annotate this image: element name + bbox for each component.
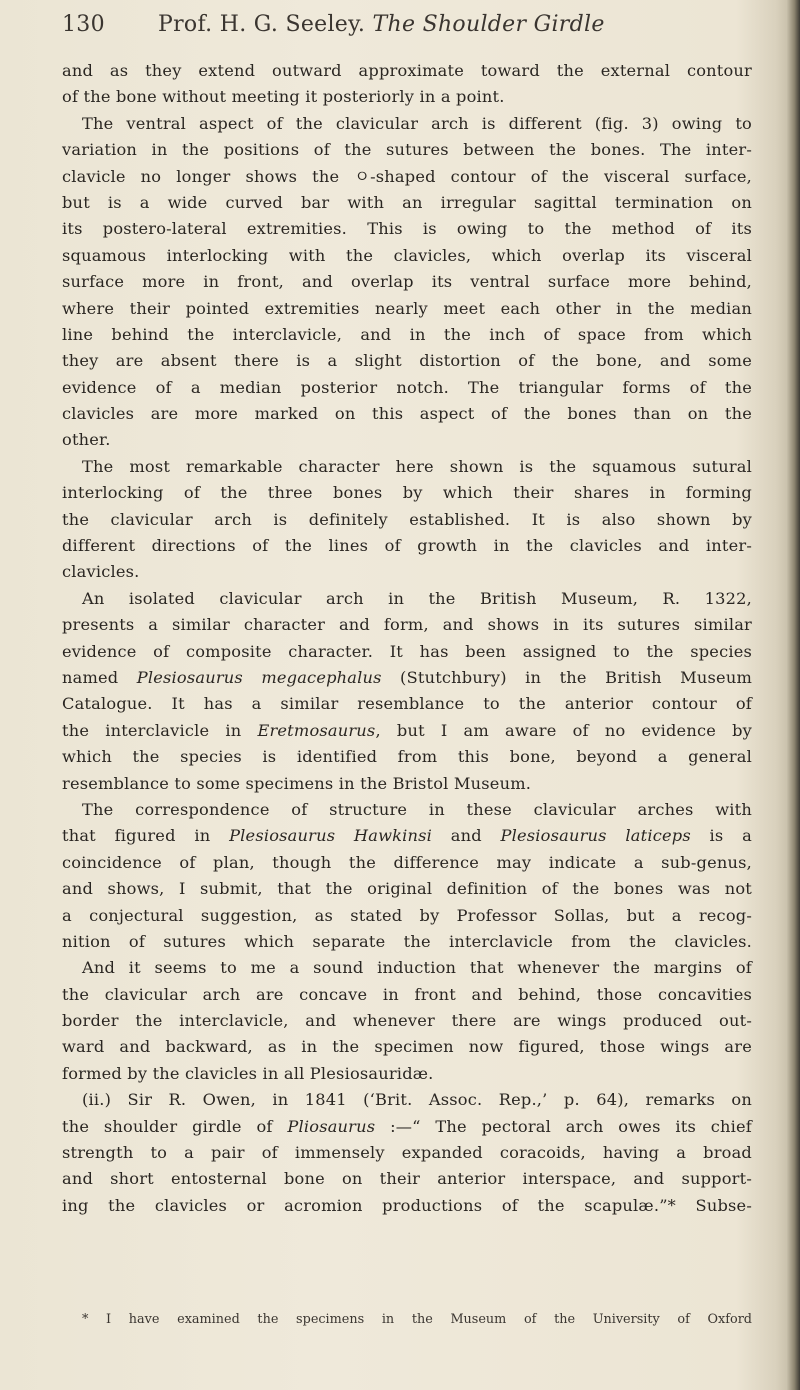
text-line: (ii.) Sir R. Owen, in 1841 (‘Brit. Assoc. Rep.,’ p. 64), remarks on	[82, 1090, 752, 1110]
text-line: and shows, I submit, that the original definition of the bones was not	[62, 879, 752, 899]
text-line: but is a wide curved bar with an irregular sagittal termination on	[62, 192, 752, 212]
text-line: Catalogue. It has a similar resemblance to the anterior contour of	[62, 694, 752, 714]
text-line: strength to a pair of immensely expanded coracoids, having a broad	[62, 1143, 752, 1163]
text-line: the clavicular arch is definitely established. It is also shown by	[62, 509, 752, 529]
text-line: ward and backward, as in the specimen now figured, those wings are	[62, 1037, 752, 1057]
text-line: resemblance to some specimens in the Bristol Museum.	[62, 773, 532, 793]
text-line: surface more in front, and overlap its ventral surface more behind,	[62, 272, 752, 292]
text-line: variation in the positions of the sutures between the bones. The inter-	[62, 140, 752, 160]
text-line: different directions of the lines of growth in the clavicles and inter-	[62, 536, 752, 556]
text-line: The correspondence of structure in these clavicular arches with	[82, 799, 752, 819]
text-line: that figured in Plesiosaurus Hawkinsi and Plesiosaurus laticeps is a	[62, 826, 752, 846]
text-line: line behind the interclavicle, and in the inch of space from which	[62, 324, 752, 344]
footnote: * I have examined the specimens in the Museum of the University of Oxford	[82, 1312, 752, 1327]
text-line: clavicles are more marked on this aspect of the bones than on the	[62, 404, 752, 424]
text-line: An isolated clavicular arch in the British Museum, R. 1322,	[82, 588, 752, 608]
text-line: other.	[62, 430, 111, 450]
text-line: and short entosternal bone on their anterior interspace, and support-	[62, 1169, 752, 1189]
running-title	[158, 12, 605, 37]
text-line: a conjectural suggestion, as stated by Professor Sollas, but a recog-	[62, 905, 752, 925]
text-line: clavicle no longer shows the ㅇ-shaped contour of the visceral surface,	[62, 166, 752, 186]
text-line: And it seems to me a sound induction that whenever the margins of	[82, 958, 752, 978]
text-line: interlocking of the three bones by which their shares in forming	[62, 483, 752, 503]
text-line: The ventral aspect of the clavicular arch is different (fig. 3) owing to	[82, 113, 752, 133]
text-line: presents a similar character and form, and shows in its sutures similar	[62, 615, 752, 635]
text-line: evidence of composite character. It has been assigned to the species	[62, 641, 752, 661]
running-title-author: Prof. H. G. Seeley.	[158, 12, 373, 37]
text-line: coincidence of plan, though the difference may indicate a sub-genus,	[62, 852, 752, 872]
text-line: which the species is identified from this bone, beyond a general	[62, 747, 752, 767]
running-header	[62, 6, 752, 50]
text-line: of the bone without meeting it posteriorly in a point.	[62, 87, 505, 107]
text-line: formed by the clavicles in all Plesiosauridæ.	[62, 1063, 434, 1083]
text-line: evidence of a median posterior notch. The triangular forms of the	[62, 377, 752, 397]
page-number: 130	[62, 12, 105, 37]
running-title-italic: The Shoulder Girdle	[372, 12, 605, 37]
text-line: and as they extend outward approximate toward the external contour	[62, 61, 752, 80]
text-line: border the interclavicle, and whenever there are wings produced out-	[62, 1011, 752, 1031]
text-line: they are absent there is a slight distortion of the bone, and some	[62, 351, 752, 371]
text-line: the interclavicle in Eretmosaurus, but I am aware of no evidence by	[62, 720, 752, 740]
text-line: The most remarkable character here shown is the squamous sutural	[82, 456, 752, 476]
text-line: its postero-lateral extremities. This is owing to the method of its	[62, 219, 752, 239]
text-line: where their pointed extremities nearly meet each other in the median	[62, 298, 752, 318]
body-text	[62, 58, 752, 1219]
text-line: nition of sutures which separate the interclavicle from the clavicles.	[62, 931, 752, 951]
text-line: named Plesiosaurus megacephalus (Stutchbury) in the British Museum	[62, 667, 752, 687]
text-line: squamous interlocking with the clavicles, which overlap its visceral	[62, 245, 752, 265]
page-edge-shadow	[786, 0, 800, 1390]
text-line: ing the clavicles or acromion productions of the scapulæ.”* Subse-	[62, 1195, 752, 1215]
text-line: the shoulder girdle of Pliosaurus :—“ The pectoral arch owes its chief	[62, 1116, 752, 1136]
text-line: clavicles.	[62, 562, 140, 582]
text-line: the clavicular arch are concave in front and behind, those concavities	[62, 984, 752, 1004]
